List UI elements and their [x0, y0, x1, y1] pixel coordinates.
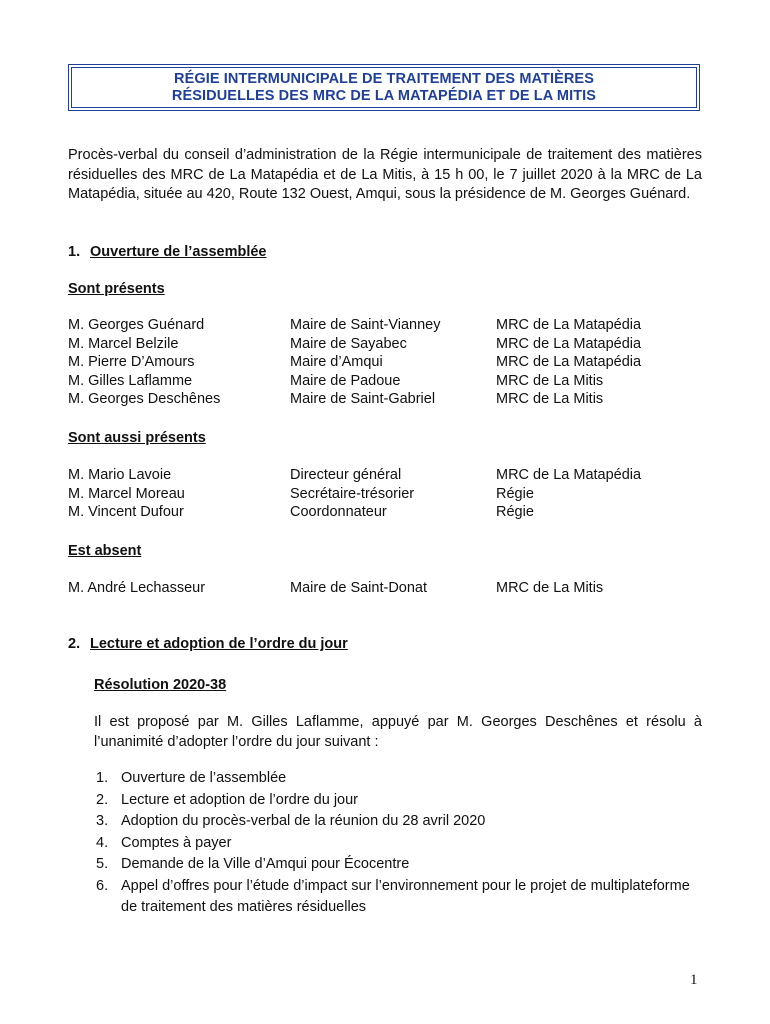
- roster-row: [68, 372, 708, 391]
- member-role: Maire d’Amqui: [290, 354, 383, 371]
- member-org: MRC de La Matapédia: [496, 317, 642, 333]
- agenda-item: [94, 833, 702, 855]
- document-title-line-1: RÉGIE INTERMUNICIPALE DE TRAITEMENT DES MATIÈRES: [174, 70, 594, 87]
- also-present-roster: [68, 466, 708, 522]
- section-2-number: 2.: [68, 636, 81, 652]
- roster-row: [68, 390, 708, 409]
- member-role: Maire de Saint-Vianney: [290, 317, 441, 333]
- agenda-item-number: 5.: [96, 856, 109, 872]
- agenda-item-text: Demande de la Ville d’Amqui pour Écocentre: [121, 856, 410, 872]
- agenda-item: [94, 854, 702, 876]
- agenda-item: [94, 768, 702, 790]
- roster-row: [68, 316, 708, 335]
- page-number: 1: [690, 972, 698, 988]
- agenda-item: [94, 790, 702, 812]
- member-name: M. Georges Deschênes: [68, 391, 221, 408]
- title-box: [68, 64, 700, 111]
- section-2-title: Lecture et adoption de l’ordre du jour: [90, 636, 348, 652]
- agenda-list: [94, 768, 702, 919]
- roster-row: [68, 503, 708, 522]
- roster-row: [68, 579, 708, 598]
- document-title-line-2: RÉSIDUELLES DES MRC DE LA MATAPÉDIA ET DE LA MITIS: [171, 87, 597, 104]
- agenda-item: [94, 811, 702, 833]
- member-name: M. Gilles Laflamme: [68, 372, 193, 389]
- agenda-item-number: 1.: [96, 770, 109, 786]
- section-2-heading: [68, 635, 348, 653]
- also-present-label: Sont aussi présents: [68, 430, 206, 446]
- member-name: M. Marcel Belzile: [68, 335, 179, 352]
- member-name: M. Mario Lavoie: [68, 467, 172, 483]
- agenda-item-number: 2.: [96, 791, 109, 808]
- agenda-item-text: Ouverture de l’assemblée: [121, 770, 287, 786]
- absent-roster: [68, 579, 708, 598]
- roster-row: [68, 353, 708, 372]
- member-org: MRC de La Matapédia: [496, 335, 642, 352]
- agenda-item-number: 6.: [96, 877, 109, 894]
- intro-paragraph: Procès-verbal du conseil d’administration de la Régie intermunicipale de traitement des matières résiduelles des MRC de La Matapédia et de La Mitis, à 15 h 00, le 7 juillet 2020 à la MRC de La Matapédia, située au 420, Route 132 Ouest, Amqui, sous la présidence de M. Georges Guénard.: [68, 147, 702, 202]
- agenda-item: [94, 876, 702, 919]
- agenda-item-text: Comptes à payer: [121, 834, 232, 851]
- roster-row: [68, 335, 708, 354]
- agenda-item-number: 4.: [96, 834, 109, 851]
- member-name: M. Pierre D’Amours: [68, 354, 195, 371]
- member-name: M. Vincent Dufour: [68, 504, 184, 521]
- title-inner-frame: [71, 67, 697, 108]
- member-role: Maire de Sayabec: [290, 335, 407, 352]
- present-label: Sont présents: [68, 281, 165, 297]
- absent-label: Est absent: [68, 543, 142, 559]
- agenda-item-number: 3.: [96, 813, 109, 829]
- resolution-text: Il est proposé par M. Gilles Laflamme, appuyé par M. Georges Deschênes et résolu à l’unanimité d’adopter l’ordre du jour suivant :: [94, 714, 702, 750]
- member-role: Directeur général: [290, 467, 402, 483]
- member-role: Maire de Saint-Donat: [290, 580, 428, 596]
- member-org: MRC de La Mitis: [496, 372, 604, 389]
- member-org: MRC de La Mitis: [496, 391, 604, 408]
- agenda-item-text: Appel d’offres pour l’étude d’impact sur l’environnement pour le projet de multiplateforme de traitement des matières résiduelles: [121, 877, 690, 915]
- member-role: Secrétaire-trésorier: [290, 485, 415, 502]
- section-1-heading: [68, 243, 267, 261]
- member-role: Maire de Padoue: [290, 372, 401, 389]
- member-org: Régie: [496, 485, 534, 502]
- roster-row: [68, 466, 708, 485]
- member-org: Régie: [496, 504, 534, 521]
- member-name: M. Georges Guénard: [68, 317, 205, 333]
- member-name: M. André Lechasseur: [68, 580, 206, 596]
- agenda-item-text: Lecture et adoption de l’ordre du jour: [121, 791, 358, 808]
- agenda-item-text: Adoption du procès-verbal de la réunion du 28 avril 2020: [121, 813, 486, 829]
- member-role: Coordonnateur: [290, 504, 387, 521]
- roster-row: [68, 485, 708, 504]
- member-org: MRC de La Mitis: [496, 580, 604, 596]
- section-1-number: 1.: [68, 244, 81, 260]
- resolution-label: Résolution 2020-38: [94, 677, 227, 693]
- member-name: M. Marcel Moreau: [68, 485, 185, 502]
- member-org: MRC de La Matapédia: [496, 354, 642, 371]
- section-1-title: Ouverture de l’assemblée: [90, 244, 267, 260]
- present-roster: [68, 316, 708, 409]
- member-org: MRC de La Matapédia: [496, 467, 642, 483]
- member-role: Maire de Saint-Gabriel: [290, 391, 436, 408]
